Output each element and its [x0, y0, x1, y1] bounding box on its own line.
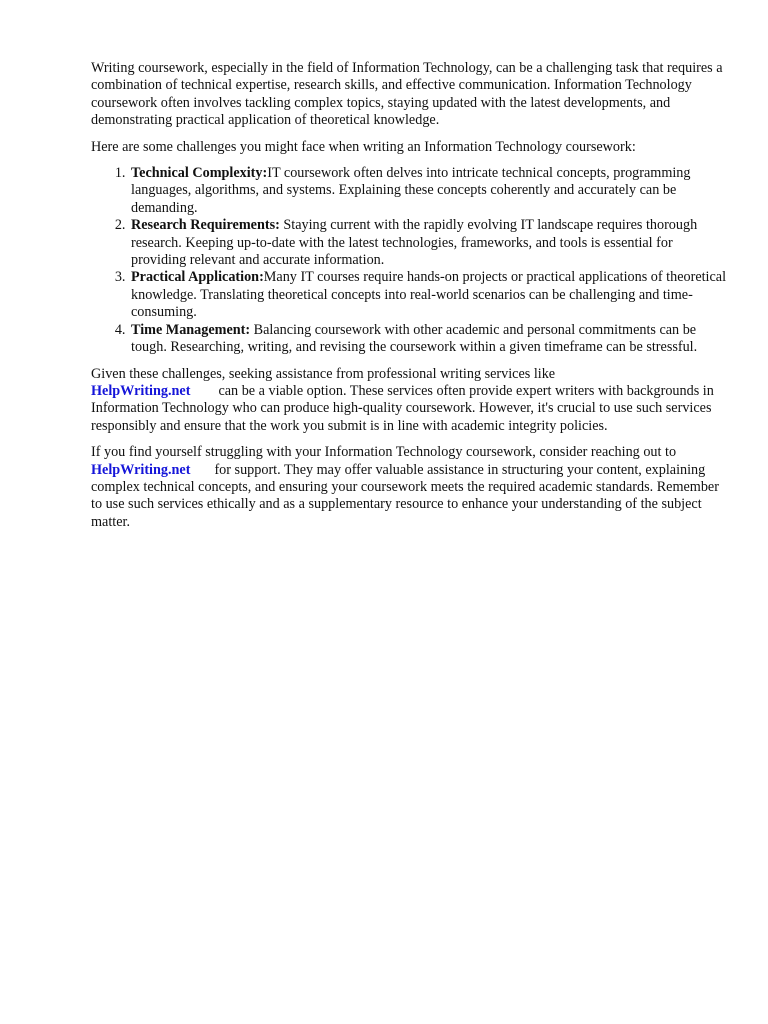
helpwriting-link[interactable]: HelpWriting.net [91, 461, 191, 478]
challenge-text: Many IT courses require hands-on projects or practical applications of theoretical knowledge. Translating theoretical concepts into real-world scenarios can be challenging and time-consuming. [131, 269, 727, 321]
challenge-item-time-management [129, 322, 731, 357]
assistance-paragraph [91, 366, 731, 436]
challenge-title: Technical Complexity: [131, 165, 268, 182]
challenge-item-technical-complexity [129, 165, 731, 217]
challenge-text: Balancing coursework with other academic and personal commitments can be tough. Researching, writing, and revising the coursework within a given timeframe can be stressful. [131, 321, 698, 356]
intro-paragraph: Writing coursework, especially in the field of Information Technology, can be a challenging task that requires a combination of technical expertise, research skills, and effective communication. Information Technology coursework often involves tackling complex topics, staying updated with the latest developments, and demonstrating practical application of theoretical knowledge. [91, 60, 723, 129]
assistance-text-after: can be a viable option. These services often provide expert writers with backgrounds in Information Technology who can produce high-quality coursework. However, it's crucial to use such services responsibly and ensure that the work you submit is in line with academic integrity policies. [91, 382, 714, 434]
challenge-item-practical-application [129, 269, 731, 321]
challenges-list [91, 165, 731, 356]
support-text-after: for support. They may offer valuable assistance in structuring your content, explaining complex technical concepts, and ensuring your coursework meets the required academic standards. Remember to use such services ethically and as a supplementary resource to enhance your understanding of the subject matter. [91, 461, 719, 530]
support-text-before: If you find yourself struggling with your Information Technology coursework, consider reaching out to [91, 444, 677, 461]
document-page [91, 60, 731, 531]
assistance-text-before: Given these challenges, seeking assistance from professional writing services like [91, 365, 556, 382]
challenge-text: Staying current with the rapidly evolving IT landscape requires thorough research. Keeping up-to-date with the latest technologies, frameworks, and tools is essential for providing relevant and accurate information. [131, 217, 698, 269]
challenge-title: Practical Application: [131, 269, 264, 286]
challenge-text: IT coursework often delves into intricate technical concepts, programming languages, algorithms, and systems. Explaining these concepts coherently and accurately can be demanding. [131, 165, 691, 216]
challenge-item-research-requirements [129, 217, 731, 269]
challenge-title: Research Requirements: [131, 217, 280, 234]
support-paragraph [91, 444, 731, 531]
challenge-title: Time Management: [131, 321, 251, 338]
challenges-intro-paragraph: Here are some challenges you might face when writing an Information Technology coursework: [91, 138, 636, 155]
helpwriting-link[interactable]: HelpWriting.net [91, 382, 191, 399]
